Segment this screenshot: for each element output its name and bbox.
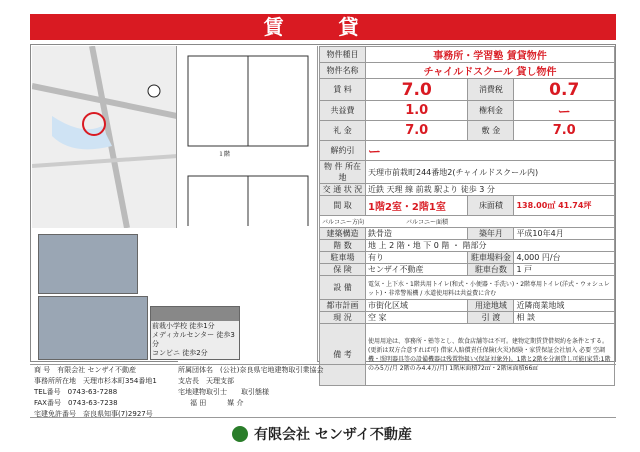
loc-label: 物 件 所在地	[320, 161, 366, 184]
count-label: 駐車台数	[468, 264, 514, 276]
equip-value: 電気・上下水・1階共用トイレ(和式・小便器・手洗い)・2階専用トイレ(洋式・ウォシュレット)・非常警報機 / 水道使用料は共益費に含む	[366, 276, 615, 300]
assoc-row: 所属団体名 (公社)奈良県宅地建物取引業協会	[178, 366, 324, 374]
rent-label: 賃 料	[320, 79, 366, 101]
footer-brand	[232, 420, 412, 448]
parking-value: 有り	[366, 252, 468, 264]
built-label: 築年月	[468, 228, 514, 240]
name-value: チャイルドスクール 貸し物件	[366, 63, 615, 79]
city-value: 市街化区域	[366, 300, 468, 312]
handover-label: 引 渡	[468, 312, 514, 324]
tel-row: TEL番号 0743-63-7288	[34, 388, 118, 396]
insurance-label: 保 険	[320, 264, 366, 276]
person-row: 福 田 媒 介	[190, 399, 244, 407]
type-label: 物件種目	[320, 47, 366, 63]
address-row: 事務所所在地 天理市杉本町354番地1	[34, 377, 157, 385]
city-label: 都市計画	[320, 300, 366, 312]
handover-value: 相 談	[514, 312, 615, 324]
count-value: 1 戸	[514, 264, 615, 276]
floor-label: 階 数	[320, 240, 366, 252]
balcony-row: バルコニー方向 バルコニー面積	[320, 216, 615, 228]
kaiyaku-value: ー	[366, 141, 615, 161]
reikin-value: 7.0	[366, 121, 468, 141]
kaiyaku-label: 解約引	[320, 141, 366, 161]
company-row: 商 号 有限会社 センザイ不動産	[34, 366, 136, 374]
tax-label: 消費税	[468, 79, 514, 101]
zone-value: 近隣商業地域	[514, 300, 615, 312]
common-value: 1.0	[366, 101, 468, 121]
area-label: 床面積	[468, 196, 514, 216]
traffic-value: 近鉄 天理 線 前栽 駅より 徒歩 3 分	[366, 184, 615, 196]
company-info	[30, 364, 616, 418]
rent-value: 7.0	[366, 79, 468, 101]
brand-logo-icon	[232, 426, 248, 442]
key-label: 権利金	[468, 101, 514, 121]
spec-table	[319, 46, 615, 386]
structure-value: 鉄骨造	[366, 228, 468, 240]
fax-row: FAX番号 0743-63-7238	[34, 399, 118, 407]
name-label: 物件名称	[320, 63, 366, 79]
built-value: 平成10年4月	[514, 228, 615, 240]
shiki-value: 7.0	[514, 121, 615, 141]
license-row: 宅建免許番号 奈良県知事(7)2927号	[34, 410, 153, 418]
parking-label: 駐車場	[320, 252, 366, 264]
tax-value: 0.7	[514, 79, 615, 101]
structure-label: 建築構造	[320, 228, 366, 240]
building-photo-1	[38, 234, 138, 294]
notes-label: 備 考	[320, 324, 366, 386]
equip-label: 設 備	[320, 276, 366, 300]
floor-plan-graphic	[178, 46, 318, 226]
photo-caption: 前栽小学校 徒歩1分 メディカルセンター 徒歩3分 コンビニ 徒歩2分	[151, 321, 239, 359]
plan-label-1f: １階	[218, 151, 231, 158]
parkfee-label: 駐車場料金	[468, 252, 514, 264]
trader-row: 宅地建物取引士 取引態様	[178, 388, 269, 396]
building-photo-2	[38, 296, 148, 360]
map-graphic	[32, 46, 177, 228]
layout-value: 1階2室・2階1室	[366, 196, 468, 216]
parkfee-value: 4,000 円/台	[514, 252, 615, 264]
page-title: 賃 貸	[30, 14, 616, 40]
supporter-row: 支店長 天理支部	[178, 377, 234, 385]
notes-value: 使用用途は、事務所・塾等とし、飲食店舗等は不可。建物定期賃貸借契約を条件とする。(更新は双方合意すれば可) 借家人賠償責任保険(火災)保険・家賃保証会社加入 必要 空調機・照明器具等の設備機器は残置物扱い(保証対象外)。1階と2階を分割貸し可能(家賃:1階のみ5万/月 2階のみ4.4万/月) 1階床面積72㎡・2階床面積66㎡	[366, 324, 615, 386]
area-value: 138.00㎡ 41.74坪	[514, 196, 615, 216]
shiki-label: 敷 金	[468, 121, 514, 141]
reikin-label: 礼 金	[320, 121, 366, 141]
layout-label: 間 取	[320, 196, 366, 216]
cond-value: 空 家	[366, 312, 468, 324]
loc-value: 天理市前栽町244番地2(チャイルドスクール内)	[366, 161, 615, 184]
insurance-value: センザイ不動産	[366, 264, 468, 276]
traffic-label: 交 通 状 況	[320, 184, 366, 196]
cond-label: 現 況	[320, 312, 366, 324]
brand-name: 有限会社 センザイ不動産	[254, 427, 412, 443]
type-value: 事務所・学習塾 賃貸物件	[366, 47, 615, 63]
zone-label: 用途地域	[468, 300, 514, 312]
interior-photo	[150, 306, 240, 360]
floor-value: 地 上 2 階・地 下 0 階 ・ 階部分	[366, 240, 615, 252]
common-label: 共益費	[320, 101, 366, 121]
location-map	[32, 46, 177, 228]
key-value: ー	[514, 101, 615, 121]
